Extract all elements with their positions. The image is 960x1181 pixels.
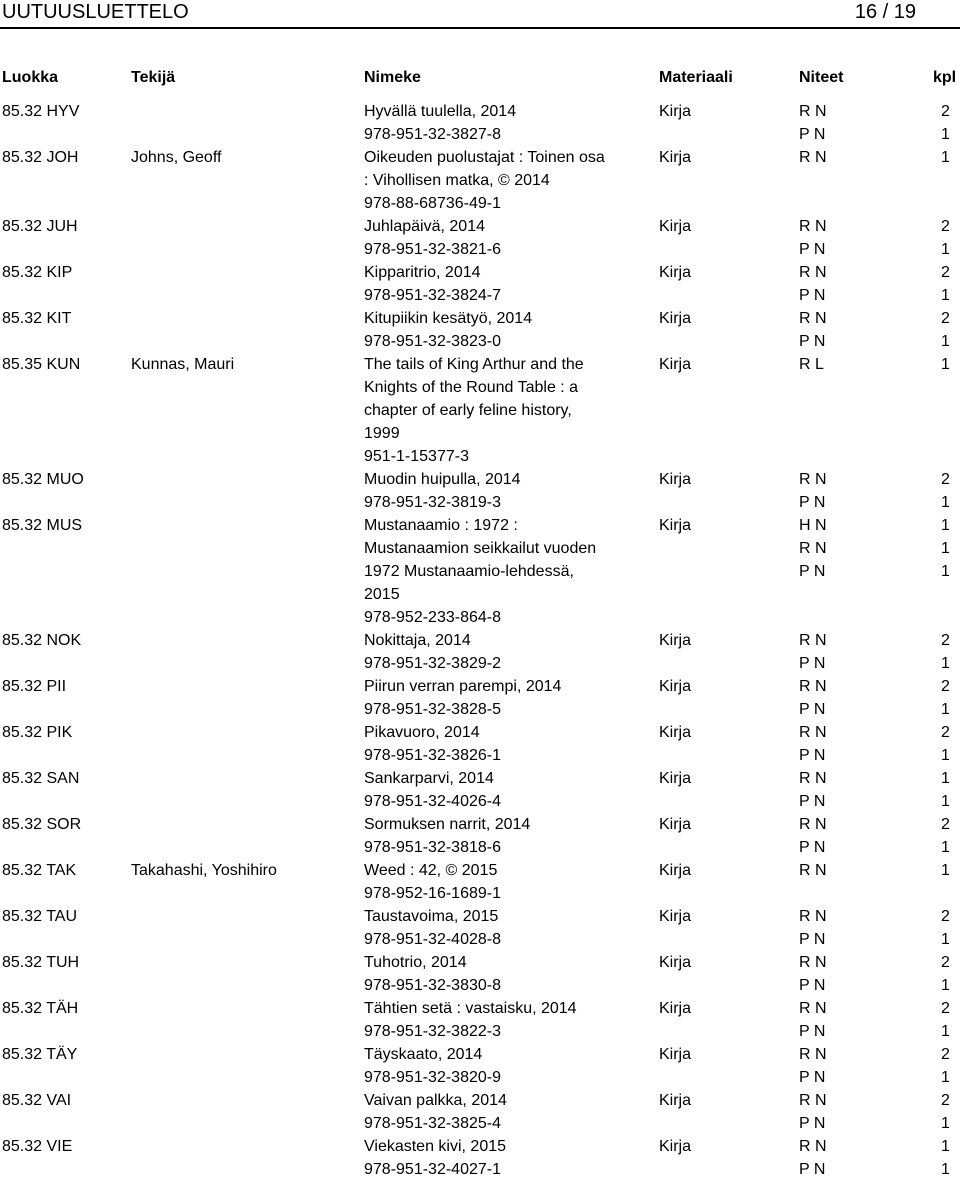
cell-nimeke <box>364 468 521 514</box>
cell-kpl-line: 2 <box>941 218 950 235</box>
cell-kpl <box>941 675 950 721</box>
table-row <box>0 1089 960 1135</box>
cell-kpl <box>941 468 950 514</box>
cell-niteet-line: P N <box>799 1069 826 1086</box>
cell-nimeke-line: : Vihollisen matka, © 2014 <box>364 172 550 189</box>
cell-luokka: 85.32 KIP <box>2 264 73 281</box>
cell-nimeke <box>364 215 501 261</box>
cell-nimeke-line: Mustanaamio : 1972 : <box>364 517 518 534</box>
cell-tekija: Kunnas, Mauri <box>131 356 235 373</box>
cell-materiaali: Kirja <box>659 218 692 235</box>
cell-kpl <box>941 100 950 146</box>
cell-nimeke <box>364 951 501 997</box>
cell-niteet-line: P N <box>799 655 826 672</box>
cell-nimeke-line: 978-951-32-3820-9 <box>364 1069 501 1086</box>
cell-materiaali: Kirja <box>659 954 692 971</box>
cell-niteet-line: P N <box>799 701 826 718</box>
cell-niteet <box>799 514 827 583</box>
cell-kpl-line: 2 <box>941 471 950 488</box>
cell-materiaali: Kirja <box>659 310 692 327</box>
cell-materiaali: Kirja <box>659 1092 692 1109</box>
cell-niteet-line: R N <box>799 1092 827 1109</box>
cell-niteet <box>799 905 827 951</box>
cell-niteet-line: P N <box>799 241 826 258</box>
cell-niteet-line: P N <box>799 1115 826 1132</box>
cell-nimeke <box>364 997 577 1043</box>
table-row <box>0 859 960 905</box>
cell-nimeke-line: Taustavoima, 2015 <box>364 908 499 925</box>
table-row <box>0 629 960 675</box>
cell-niteet <box>799 1135 827 1181</box>
column-header-tekija: Tekijä <box>131 69 176 86</box>
cell-luokka: 85.32 PIK <box>2 724 73 741</box>
cell-kpl-line: 1 <box>941 333 950 350</box>
cell-materiaali: Kirja <box>659 632 692 649</box>
cell-niteet-line: P N <box>799 126 826 143</box>
cell-nimeke-line: 978-951-32-4026-4 <box>364 793 501 810</box>
cell-kpl-line: 1 <box>941 701 950 718</box>
cell-luokka: 85.32 JOH <box>2 149 79 166</box>
cell-niteet-line: P N <box>799 494 826 511</box>
cell-materiaali: Kirja <box>659 816 692 833</box>
cell-nimeke-line: 2015 <box>364 586 400 603</box>
cell-niteet-line: P N <box>799 839 826 856</box>
table-row <box>0 951 960 997</box>
cell-nimeke-line: 978-951-32-3821-6 <box>364 241 501 258</box>
cell-kpl <box>941 1089 950 1135</box>
cell-kpl-line: 1 <box>941 517 950 534</box>
cell-niteet-line: R N <box>799 1046 827 1063</box>
page-number: 16 / 19 <box>854 1 916 23</box>
cell-nimeke <box>364 353 584 468</box>
cell-niteet-line: R L <box>799 356 824 373</box>
cell-kpl <box>941 514 950 583</box>
cell-kpl-line: 1 <box>941 1115 950 1132</box>
table-row <box>0 1043 960 1089</box>
cell-niteet <box>799 675 827 721</box>
cell-kpl <box>941 261 950 307</box>
cell-nimeke-line: Nokittaja, 2014 <box>364 632 471 649</box>
cell-luokka: 85.32 TUH <box>2 954 80 971</box>
cell-niteet-line: P N <box>799 747 826 764</box>
cell-materiaali: Kirja <box>659 149 692 166</box>
cell-nimeke <box>364 721 501 767</box>
cell-niteet <box>799 1043 827 1089</box>
cell-kpl <box>941 146 950 169</box>
cell-niteet <box>799 261 827 307</box>
cell-kpl-line: 1 <box>941 839 950 856</box>
cell-kpl-line: 2 <box>941 103 950 120</box>
cell-nimeke-line: Weed : 42, © 2015 <box>364 862 498 879</box>
cell-kpl-line: 1 <box>941 149 950 166</box>
cell-nimeke-line: Viekasten kivi, 2015 <box>364 1138 507 1155</box>
cell-nimeke <box>364 514 596 629</box>
cell-nimeke-line: Vaivan palkka, 2014 <box>364 1092 507 1109</box>
cell-materiaali: Kirja <box>659 264 692 281</box>
cell-kpl-line: 1 <box>941 977 950 994</box>
cell-kpl-line: 1 <box>941 1069 950 1086</box>
catalog-list <box>0 100 960 1181</box>
cell-nimeke-line: 978-951-32-3823-0 <box>364 333 501 350</box>
cell-nimeke <box>364 1089 507 1135</box>
cell-nimeke-line: 978-951-32-3819-3 <box>364 494 501 511</box>
cell-nimeke <box>364 1043 501 1089</box>
cell-niteet-line: H N <box>799 517 827 534</box>
cell-materiaali: Kirja <box>659 1000 692 1017</box>
cell-nimeke-line: 978-951-32-3824-7 <box>364 287 501 304</box>
cell-nimeke-line: Piirun verran parempi, 2014 <box>364 678 562 695</box>
cell-niteet-line: R N <box>799 471 827 488</box>
cell-nimeke-line: 978-951-32-3828-5 <box>364 701 501 718</box>
cell-niteet <box>799 353 824 376</box>
cell-nimeke-line: 978-951-32-4027-1 <box>364 1161 501 1178</box>
cell-kpl-line: 1 <box>941 655 950 672</box>
cell-materiaali: Kirja <box>659 724 692 741</box>
cell-niteet-line: P N <box>799 931 826 948</box>
column-header-luokka: Luokka <box>2 69 59 86</box>
cell-niteet-line: R N <box>799 678 827 695</box>
cell-niteet-line: P N <box>799 333 826 350</box>
cell-kpl-line: 2 <box>941 1092 950 1109</box>
cell-materiaali: Kirja <box>659 356 692 373</box>
column-header-materiaali: Materiaali <box>659 69 733 86</box>
cell-materiaali: Kirja <box>659 103 692 120</box>
cell-nimeke <box>364 146 605 215</box>
cell-kpl-line: 2 <box>941 310 950 327</box>
cell-niteet <box>799 307 827 353</box>
cell-nimeke-line: 978-951-32-3825-4 <box>364 1115 501 1132</box>
cell-kpl-line: 1 <box>941 241 950 258</box>
cell-niteet-line: P N <box>799 563 826 580</box>
cell-nimeke-line: 978-951-32-3830-8 <box>364 977 501 994</box>
table-row <box>0 514 960 629</box>
cell-nimeke-line: Täyskaato, 2014 <box>364 1046 483 1063</box>
table-row <box>0 261 960 307</box>
cell-kpl-line: 1 <box>941 1161 950 1178</box>
column-header-niteet: Niteet <box>799 69 844 86</box>
table-row <box>0 468 960 514</box>
cell-nimeke-line: 978-952-233-864-8 <box>364 609 501 626</box>
cell-kpl-line: 1 <box>941 494 950 511</box>
cell-niteet <box>799 951 827 997</box>
cell-kpl-line: 1 <box>941 540 950 557</box>
cell-niteet-line: R N <box>799 816 827 833</box>
cell-nimeke-line: Hyvällä tuulella, 2014 <box>364 103 517 120</box>
cell-nimeke-line: 978-952-16-1689-1 <box>364 885 501 902</box>
cell-kpl <box>941 721 950 767</box>
cell-nimeke-line: Kipparitrio, 2014 <box>364 264 481 281</box>
cell-nimeke <box>364 1135 506 1181</box>
column-header-nimeke: Nimeke <box>364 69 421 86</box>
table-row <box>0 307 960 353</box>
cell-niteet <box>799 629 827 675</box>
cell-kpl-line: 1 <box>941 793 950 810</box>
cell-kpl-line: 1 <box>941 862 950 879</box>
cell-niteet-line: R N <box>799 954 827 971</box>
cell-kpl-line: 2 <box>941 954 950 971</box>
cell-nimeke-line: Oikeuden puolustajat : Toinen osa <box>364 149 605 166</box>
cell-kpl-line: 1 <box>941 563 950 580</box>
cell-materiaali: Kirja <box>659 678 692 695</box>
column-header-kpl: kpl <box>933 69 957 86</box>
cell-kpl <box>941 629 950 675</box>
cell-kpl-line: 1 <box>941 126 950 143</box>
cell-kpl-line: 1 <box>941 770 950 787</box>
cell-niteet-line: P N <box>799 793 826 810</box>
cell-kpl <box>941 905 950 951</box>
cell-kpl <box>941 307 950 353</box>
cell-luokka: 85.32 JUH <box>2 218 78 235</box>
cell-luokka: 85.32 HYV <box>2 103 80 120</box>
cell-luokka: 85.35 KUN <box>2 356 81 373</box>
cell-nimeke-line: Pikavuoro, 2014 <box>364 724 480 741</box>
cell-kpl <box>941 997 950 1043</box>
cell-luokka: 85.32 TAK <box>2 862 77 879</box>
cell-niteet <box>799 100 827 146</box>
cell-kpl-line: 2 <box>941 1000 950 1017</box>
cell-nimeke <box>364 261 501 307</box>
cell-niteet <box>799 1089 827 1135</box>
cell-luokka: 85.32 MUS <box>2 517 83 534</box>
cell-nimeke-line: 978-88-68736-49-1 <box>364 195 501 212</box>
cell-nimeke <box>364 307 532 353</box>
table-row <box>0 1135 960 1181</box>
cell-niteet-line: R N <box>799 908 827 925</box>
cell-nimeke-line: Juhlapäivä, 2014 <box>364 218 485 235</box>
cell-kpl-line: 1 <box>941 747 950 764</box>
cell-nimeke-line: 978-951-32-4028-8 <box>364 931 501 948</box>
cell-niteet-line: P N <box>799 287 826 304</box>
cell-niteet-line: R N <box>799 540 827 557</box>
cell-niteet-line: P N <box>799 977 826 994</box>
cell-kpl <box>941 951 950 997</box>
cell-niteet-line: R N <box>799 632 827 649</box>
cell-nimeke <box>364 905 501 951</box>
cell-kpl-line: 1 <box>941 287 950 304</box>
cell-nimeke-line: Mustanaamion seikkailut vuoden <box>364 540 597 557</box>
cell-nimeke <box>364 813 530 859</box>
cell-luokka: 85.32 VAI <box>2 1092 72 1109</box>
cell-kpl <box>941 353 950 376</box>
cell-nimeke <box>364 629 501 675</box>
cell-kpl-line: 1 <box>941 931 950 948</box>
cell-niteet-line: R N <box>799 862 827 879</box>
cell-luokka: 85.32 NOK <box>2 632 82 649</box>
table-row <box>0 905 960 951</box>
cell-niteet-line: R N <box>799 724 827 741</box>
cell-materiaali: Kirja <box>659 1138 692 1155</box>
cell-nimeke-line: 978-951-32-3829-2 <box>364 655 501 672</box>
cell-kpl <box>941 215 950 261</box>
cell-niteet <box>799 859 827 882</box>
table-row <box>0 146 960 215</box>
cell-materiaali: Kirja <box>659 862 692 879</box>
cell-luokka: 85.32 PII <box>2 678 67 695</box>
cell-materiaali: Kirja <box>659 908 692 925</box>
table-row <box>0 100 960 146</box>
cell-nimeke-line: 978-951-32-3826-1 <box>364 747 501 764</box>
cell-nimeke-line: 978-951-32-3822-3 <box>364 1023 501 1040</box>
cell-kpl <box>941 813 950 859</box>
header-rule <box>0 27 960 29</box>
cell-kpl <box>941 767 950 813</box>
cell-nimeke <box>364 675 561 721</box>
cell-luokka: 85.32 MUO <box>2 471 84 488</box>
cell-nimeke-line: Tuhotrio, 2014 <box>364 954 467 971</box>
cell-niteet <box>799 813 827 859</box>
cell-niteet-line: R N <box>799 264 827 281</box>
cell-materiaali: Kirja <box>659 1046 692 1063</box>
cell-nimeke-line: Sankarparvi, 2014 <box>364 770 494 787</box>
cell-niteet <box>799 997 827 1043</box>
cell-nimeke-line: 978-951-32-3827-8 <box>364 126 501 143</box>
cell-luokka: 85.32 TAU <box>2 908 78 925</box>
table-row <box>0 813 960 859</box>
cell-kpl-line: 2 <box>941 264 950 281</box>
cell-luokka: 85.32 VIE <box>2 1138 73 1155</box>
cell-kpl <box>941 1043 950 1089</box>
cell-nimeke-line: Kitupiikin kesätyö, 2014 <box>364 310 533 327</box>
cell-kpl-line: 2 <box>941 724 950 741</box>
cell-kpl <box>941 1135 950 1181</box>
cell-nimeke-line: Knights of the Round Table : a <box>364 379 579 396</box>
cell-luokka: 85.32 TÄY <box>2 1046 78 1063</box>
table-row <box>0 721 960 767</box>
table-row <box>0 215 960 261</box>
cell-materiaali: Kirja <box>659 517 692 534</box>
cell-niteet-line: R N <box>799 1000 827 1017</box>
cell-kpl-line: 2 <box>941 908 950 925</box>
cell-niteet-line: P N <box>799 1161 826 1178</box>
cell-tekija: Takahashi, Yoshihiro <box>131 862 277 879</box>
cell-niteet <box>799 215 827 261</box>
cell-nimeke-line: The tails of King Arthur and the <box>364 356 584 373</box>
cell-luokka: 85.32 TÄH <box>2 1000 79 1017</box>
cell-kpl-line: 2 <box>941 1046 950 1063</box>
cell-nimeke-line: 1972 Mustanaamio-lehdessä, <box>364 563 574 580</box>
cell-niteet-line: R N <box>799 149 827 166</box>
table-row <box>0 675 960 721</box>
cell-nimeke-line: Sormuksen narrit, 2014 <box>364 816 531 833</box>
cell-tekija: Johns, Geoff <box>131 149 222 166</box>
cell-niteet-line: R N <box>799 218 827 235</box>
cell-materiaali: Kirja <box>659 770 692 787</box>
table-row <box>0 767 960 813</box>
cell-nimeke <box>364 859 501 905</box>
cell-kpl-line: 2 <box>941 678 950 695</box>
cell-kpl <box>941 859 950 882</box>
cell-niteet-line: R N <box>799 103 827 120</box>
cell-nimeke <box>364 100 516 146</box>
cell-niteet-line: P N <box>799 1023 826 1040</box>
cell-niteet <box>799 767 827 813</box>
cell-nimeke-line: chapter of early feline history, <box>364 402 572 419</box>
cell-materiaali: Kirja <box>659 471 692 488</box>
cell-kpl-line: 1 <box>941 1138 950 1155</box>
cell-niteet <box>799 146 827 169</box>
cell-niteet <box>799 721 827 767</box>
cell-nimeke-line: 978-951-32-3818-6 <box>364 839 501 856</box>
cell-luokka: 85.32 SOR <box>2 816 82 833</box>
cell-nimeke <box>364 767 501 813</box>
cell-nimeke-line: 951-1-15377-3 <box>364 448 469 465</box>
cell-luokka: 85.32 SAN <box>2 770 80 787</box>
cell-luokka: 85.32 KIT <box>2 310 72 327</box>
cell-nimeke-line: 1999 <box>364 425 400 442</box>
cell-nimeke-line: Muodin huipulla, 2014 <box>364 471 521 488</box>
table-row <box>0 997 960 1043</box>
cell-kpl-line: 1 <box>941 356 950 373</box>
cell-niteet-line: R N <box>799 1138 827 1155</box>
cell-niteet-line: R N <box>799 770 827 787</box>
cell-kpl-line: 1 <box>941 1023 950 1040</box>
cell-nimeke-line: Tähtien setä : vastaisku, 2014 <box>364 1000 577 1017</box>
cell-kpl-line: 2 <box>941 816 950 833</box>
cell-niteet <box>799 468 827 514</box>
table-row <box>0 353 960 468</box>
cell-kpl-line: 2 <box>941 632 950 649</box>
cell-niteet-line: R N <box>799 310 827 327</box>
page-title: UUTUUSLUETTELO <box>2 1 189 23</box>
